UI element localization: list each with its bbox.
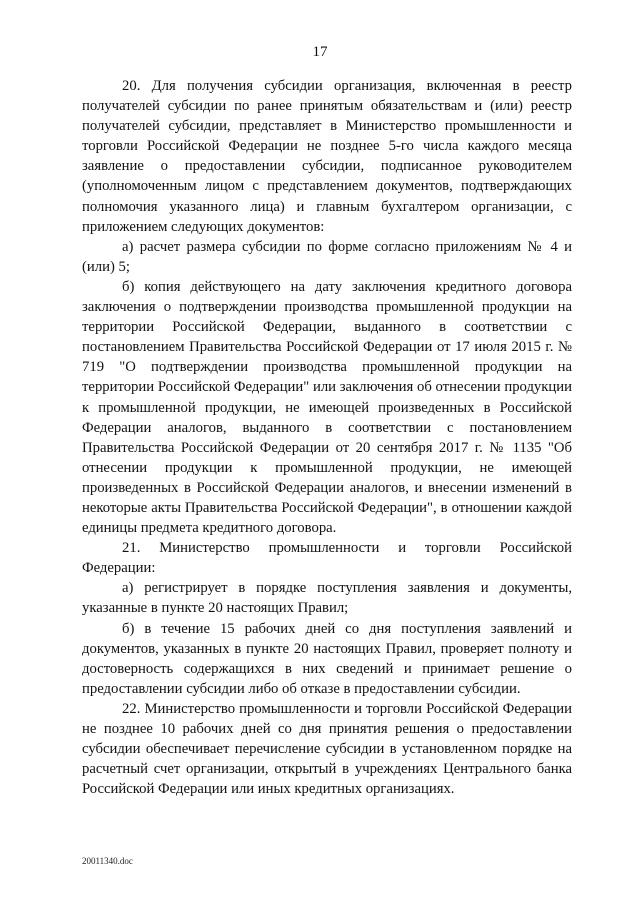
paragraph-20-b: б) копия действующего на дату заключения кредитного договора заключения о подтверждении производства промышленной продукции на территории Российской Федерации, выданного в соответствии с постановлением Правительства Российской Федерации от 17 июля 2015 г. № 719 "О подтверждении производства промышленной продукции на территории Российской Федерации" или заключения об отнесении продукции к промышленной продукции, не имеющей произведенных в Российской Федерации аналогов, выданного в соответствии с постановлением Правительства Российской Федерации от 20 сентября 2017 г. № 1135 "Об отнесении продукции к промышленной продукции, не имеющей произведенных в Российской Федерации аналогов, и внесении изменений в некоторые акты Правительства Российской Федерации", в отношении каждой единицы предмета кредитного договора.: [82, 278, 572, 537]
paragraph-21: 21. Министерство промышленности и торговли Российской Федерации:: [82, 540, 572, 577]
paragraph-20: 20. Для получения субсидии организация, включенная в реестр получателей субсидии по ранее принятым обязательствам и (или) реестр получателей субсидии, представляет в Министерство промышленности и торговли Российской Федерации не позднее 5-го числа каждого месяца заявление о предоставлении субсидии, подписанное руководителем (уполномоченным лицом с представлением документов, подтверждающих полномочия указанного лица) и главным бухгалтером организации, с приложением следующих документов:: [82, 78, 572, 235]
paragraph-20-a: а) расчет размера субсидии по форме согласно приложениям № 4 и (или) 5;: [82, 238, 572, 275]
document-body: [82, 76, 572, 799]
page-number: 17: [312, 44, 328, 60]
paragraph-21-a: а) регистрирует в порядке поступления заявления и документы, указанные в пункте 20 настоящих Правил;: [82, 580, 572, 617]
paragraph-22: 22. Министерство промышленности и торговли Российской Федерации не позднее 10 рабочих дней со дня принятия решения о предоставлении субсидии обеспечивает перечисление субсидии в установленном порядке на расчетный счет организации, открытый в учреждениях Центрального банка Российской Федерации или иных кредитных организациях.: [82, 700, 572, 798]
footer-filename: 20011340.doc: [82, 856, 133, 866]
paragraph-21-b: б) в течение 15 рабочих дней со дня поступления заявлений и документов, указанных в пункте 20 настоящих Правил, проверяет полноту и достоверность содержащихся в них сведений и принимает решение о предоставлении субсидии либо об отказе в предоставлении субсидии.: [82, 620, 572, 697]
